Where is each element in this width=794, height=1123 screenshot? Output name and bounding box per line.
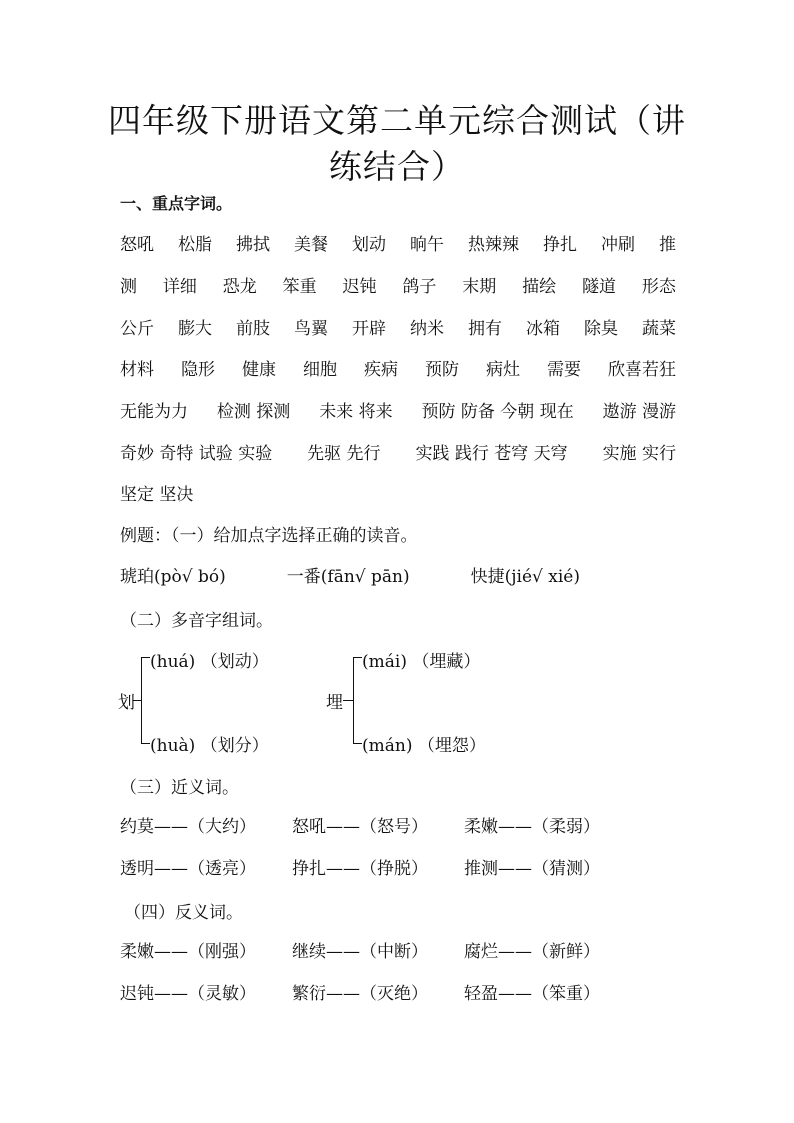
brace-bracket bbox=[353, 657, 362, 744]
vocab-word: 病灶 bbox=[486, 359, 520, 380]
antonym-pair: 继续——（中断） bbox=[292, 941, 428, 962]
vocab-word: 公斤 bbox=[120, 318, 154, 339]
vocab-word: 形态 bbox=[641, 276, 676, 297]
vocab-word: 细胞 bbox=[303, 359, 337, 380]
brace-bracket bbox=[141, 657, 150, 744]
bracket-stub bbox=[343, 700, 353, 701]
example-instruction: 例题：（一）给加点字选择正确的读音。 bbox=[120, 526, 418, 546]
vocab-word: 欣喜若狂 bbox=[608, 359, 676, 380]
antonym-pair: 柔嫩——（刚强） bbox=[120, 941, 256, 962]
synonyms-heading: （三）近义词。 bbox=[120, 778, 239, 798]
vocab-word: 推 bbox=[659, 234, 676, 255]
vocab-word: 划动 bbox=[352, 234, 386, 255]
antonym-pair: 繁衍——（灭绝） bbox=[292, 983, 428, 1004]
vocab-word: 坚定 坚决 bbox=[120, 484, 194, 505]
vocab-word: 需要 bbox=[547, 359, 581, 380]
vocab-word: 健康 bbox=[242, 359, 276, 380]
synonym-pair: 怒吼——（怒号） bbox=[292, 816, 428, 837]
word-row bbox=[120, 478, 676, 506]
vocab-word: 挣扎 bbox=[543, 234, 577, 255]
vocab-word: 先驱 先行 bbox=[307, 443, 381, 464]
vocab-word: 纳米 bbox=[410, 318, 444, 339]
vocab-word: 怒吼 bbox=[120, 234, 154, 255]
vocab-word: 美餐 bbox=[294, 234, 328, 255]
vocab-word: 拂拭 bbox=[236, 234, 270, 255]
polyphone-top: (huá) （划动） bbox=[150, 652, 269, 672]
vocab-word: 未来 将来 bbox=[319, 401, 393, 422]
bracket-stub bbox=[133, 700, 141, 701]
vocab-word: 材料 bbox=[120, 359, 154, 380]
synonym-pair: 柔嫩——（柔弱） bbox=[464, 816, 600, 837]
vocab-word: 前肢 bbox=[236, 318, 270, 339]
antonym-row bbox=[120, 935, 600, 963]
vocab-word: 鸟翼 bbox=[294, 318, 328, 339]
vocab-word: 实施 实行 bbox=[602, 443, 676, 464]
vocab-word: 预防 防备 今朝 现在 bbox=[421, 401, 574, 422]
vocab-word: 描绘 bbox=[522, 276, 557, 297]
vocab-word: 除臭 bbox=[584, 318, 618, 339]
word-row bbox=[120, 437, 676, 465]
vocab-word: 末期 bbox=[462, 276, 497, 297]
section-heading-key-words: 一、重点字词。 bbox=[120, 194, 233, 213]
synonym-row bbox=[120, 810, 600, 838]
vocab-word: 开辟 bbox=[352, 318, 386, 339]
vocab-word: 冲刷 bbox=[601, 234, 635, 255]
vocab-word: 热辣辣 bbox=[468, 234, 519, 255]
vocab-word: 恐龙 bbox=[222, 276, 257, 297]
synonym-pair: 推测——（猜测） bbox=[464, 858, 600, 879]
page-title: 四年级下册语文第二单元综合测试（讲练结合） bbox=[108, 101, 686, 186]
word-row bbox=[120, 270, 676, 298]
vocab-word: 蔬菜 bbox=[642, 318, 676, 339]
word-row bbox=[120, 395, 676, 423]
synonym-pair: 挣扎——（挣脱） bbox=[292, 858, 428, 879]
vocab-word: 冰箱 bbox=[526, 318, 560, 339]
vocab-word: 检测 探测 bbox=[216, 401, 291, 422]
vocab-word: 实践 践行 苍穹 天穹 bbox=[415, 443, 568, 464]
synonym-pair: 透明——（透亮） bbox=[120, 858, 256, 879]
vocab-word: 鸽子 bbox=[402, 276, 437, 297]
word-row bbox=[120, 312, 676, 340]
vocab-word: 拥有 bbox=[468, 318, 502, 339]
vocab-word: 松脂 bbox=[178, 234, 212, 255]
polyphone-bottom: (mán) （埋怨） bbox=[362, 736, 486, 756]
vocab-word: 奇妙 奇特 试验 实验 bbox=[120, 443, 273, 464]
polyphone-top: (mái) （埋藏） bbox=[362, 652, 481, 672]
vocab-word: 笨重 bbox=[282, 276, 317, 297]
vocab-word: 膨大 bbox=[178, 318, 212, 339]
polyphone-bottom: (huà) （划分） bbox=[150, 736, 269, 756]
polyphone-heading: （二）多音字组词。 bbox=[120, 611, 273, 631]
vocab-word: 遨游 漫游 bbox=[602, 401, 676, 422]
antonyms-heading: （四）反义词。 bbox=[124, 903, 243, 923]
antonym-pair: 迟钝——（灵敏） bbox=[120, 983, 256, 1004]
pinyin-item: 琥珀(pò√ bó) bbox=[120, 566, 226, 587]
vocab-word: 疾病 bbox=[364, 359, 398, 380]
word-row bbox=[120, 353, 676, 381]
vocab-word: 隐形 bbox=[181, 359, 215, 380]
vocab-word: 详细 bbox=[162, 276, 197, 297]
vocab-word: 无能为力 bbox=[120, 401, 188, 422]
antonym-pair: 腐烂——（新鲜） bbox=[464, 941, 600, 962]
pinyin-item: 快捷(jié√ xié) bbox=[470, 566, 580, 587]
synonym-pair: 约莫——（大约） bbox=[120, 816, 256, 837]
polyphone-char: 埋 bbox=[326, 693, 343, 713]
pinyin-item: 一番(fān√ pān) bbox=[286, 566, 410, 587]
vocab-word: 预防 bbox=[425, 359, 459, 380]
polyphone-char: 划 bbox=[118, 693, 135, 713]
synonym-row bbox=[120, 852, 600, 880]
vocab-word: 晌午 bbox=[410, 234, 444, 255]
antonym-pair: 轻盈——（笨重） bbox=[464, 983, 600, 1004]
vocab-word: 迟钝 bbox=[342, 276, 377, 297]
word-row bbox=[120, 228, 676, 256]
vocab-word: 隧道 bbox=[582, 276, 616, 297]
pinyin-choice-row bbox=[120, 560, 580, 588]
antonym-row bbox=[120, 977, 600, 1005]
vocab-word: 测 bbox=[120, 276, 137, 297]
